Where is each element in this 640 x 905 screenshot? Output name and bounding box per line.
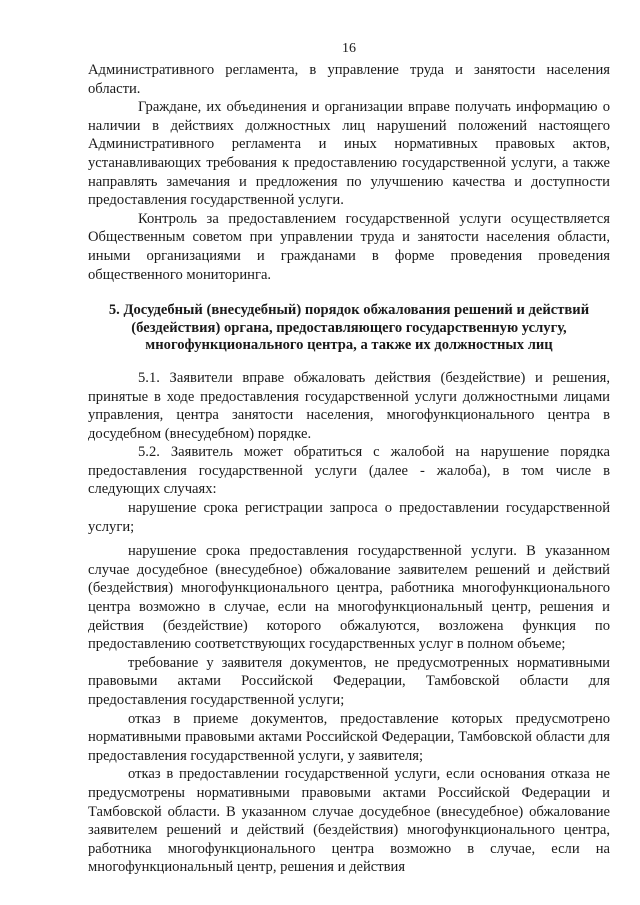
section-heading: 5. Досудебный (внесудебный) порядок обжалования решений и действий (бездействия) органа, предоставляющего государственную услугу, многофункционального центра, а также их должностных лиц (108, 302, 590, 354)
list-item-refusal-to-accept: отказ в приеме документов, предоставление которых предусмотрено нормативными правовыми актами Российской Федерации, Тамбовской области для предоставления государственной услуги, у заявителя; (88, 710, 610, 764)
paragraph-public-control: Контроль за предоставлением государственной услуги осуществляется Общественным советом при управлении труда и занятости населения области, иными организациями и гражданами в форме проведения проведения общественного мониторинга. (88, 210, 610, 283)
list-item-registration-deadline: нарушение срока регистрации запроса о предоставлении государственной услуги; (88, 500, 610, 535)
page-content (88, 61, 610, 877)
page-number: 16 (342, 41, 356, 56)
paragraph-5-1: 5.1. Заявители вправе обжаловать действия (бездействие) и решения, принятые в ходе предоставления государственной услуги должностными лицами управления, центра занятости населения, многофункционального центра в досудебном (внесудебном) порядке. (88, 369, 610, 442)
list-item-extra-documents: требование у заявителя документов, не предусмотренных нормативными правовыми актами Российской Федерации, Тамбовской области для предоставления государственной услуги; (88, 654, 610, 708)
list-item-service-deadline: нарушение срока предоставления государственной услуги. В указанном случае досудебное (внесудебное) обжалование заявителем решений и действий (бездействия) многофункционального центра, работника многофункционального центра возможно в случае, если на многофункциональный центр, решения и действия (бездействие) которого обжалуются, возложена функция по предоставлению соответствующих государственных услуг в полном объеме; (88, 543, 610, 653)
document-page (88, 0, 610, 905)
paragraph-citizens-rights: Граждане, их объединения и организации вправе получать информацию о наличии в действиях должностных лиц нарушений положений настоящего Административного регламента и иных нормативных правовых актов, устанавливающих требования к предоставлению государственной услуги, а также направлять замечания и предложения по улучшению качества и доступности предоставления государственной услуги. (88, 99, 610, 209)
paragraph-continuation: Административного регламента, в управление труда и занятости населения области. (88, 62, 610, 97)
paragraph-5-2: 5.2. Заявитель может обратиться с жалобой на нарушение порядка предоставления государственной услуги (далее - жалоба), в том числе в следующих случаях: (88, 444, 610, 498)
list-item-refusal-of-service: отказ в предоставлении государственной услуги, если основания отказа не предусмотрены нормативными правовыми актами Российской Федерации и Тамбовской области. В указанном случае досудебное (внесудебное) обжалование заявителем решений и действий (бездействия) многофункционального центра, работника многофункционального центра возможно в случае, если на многофункциональный центр, решения и действия (88, 766, 610, 876)
